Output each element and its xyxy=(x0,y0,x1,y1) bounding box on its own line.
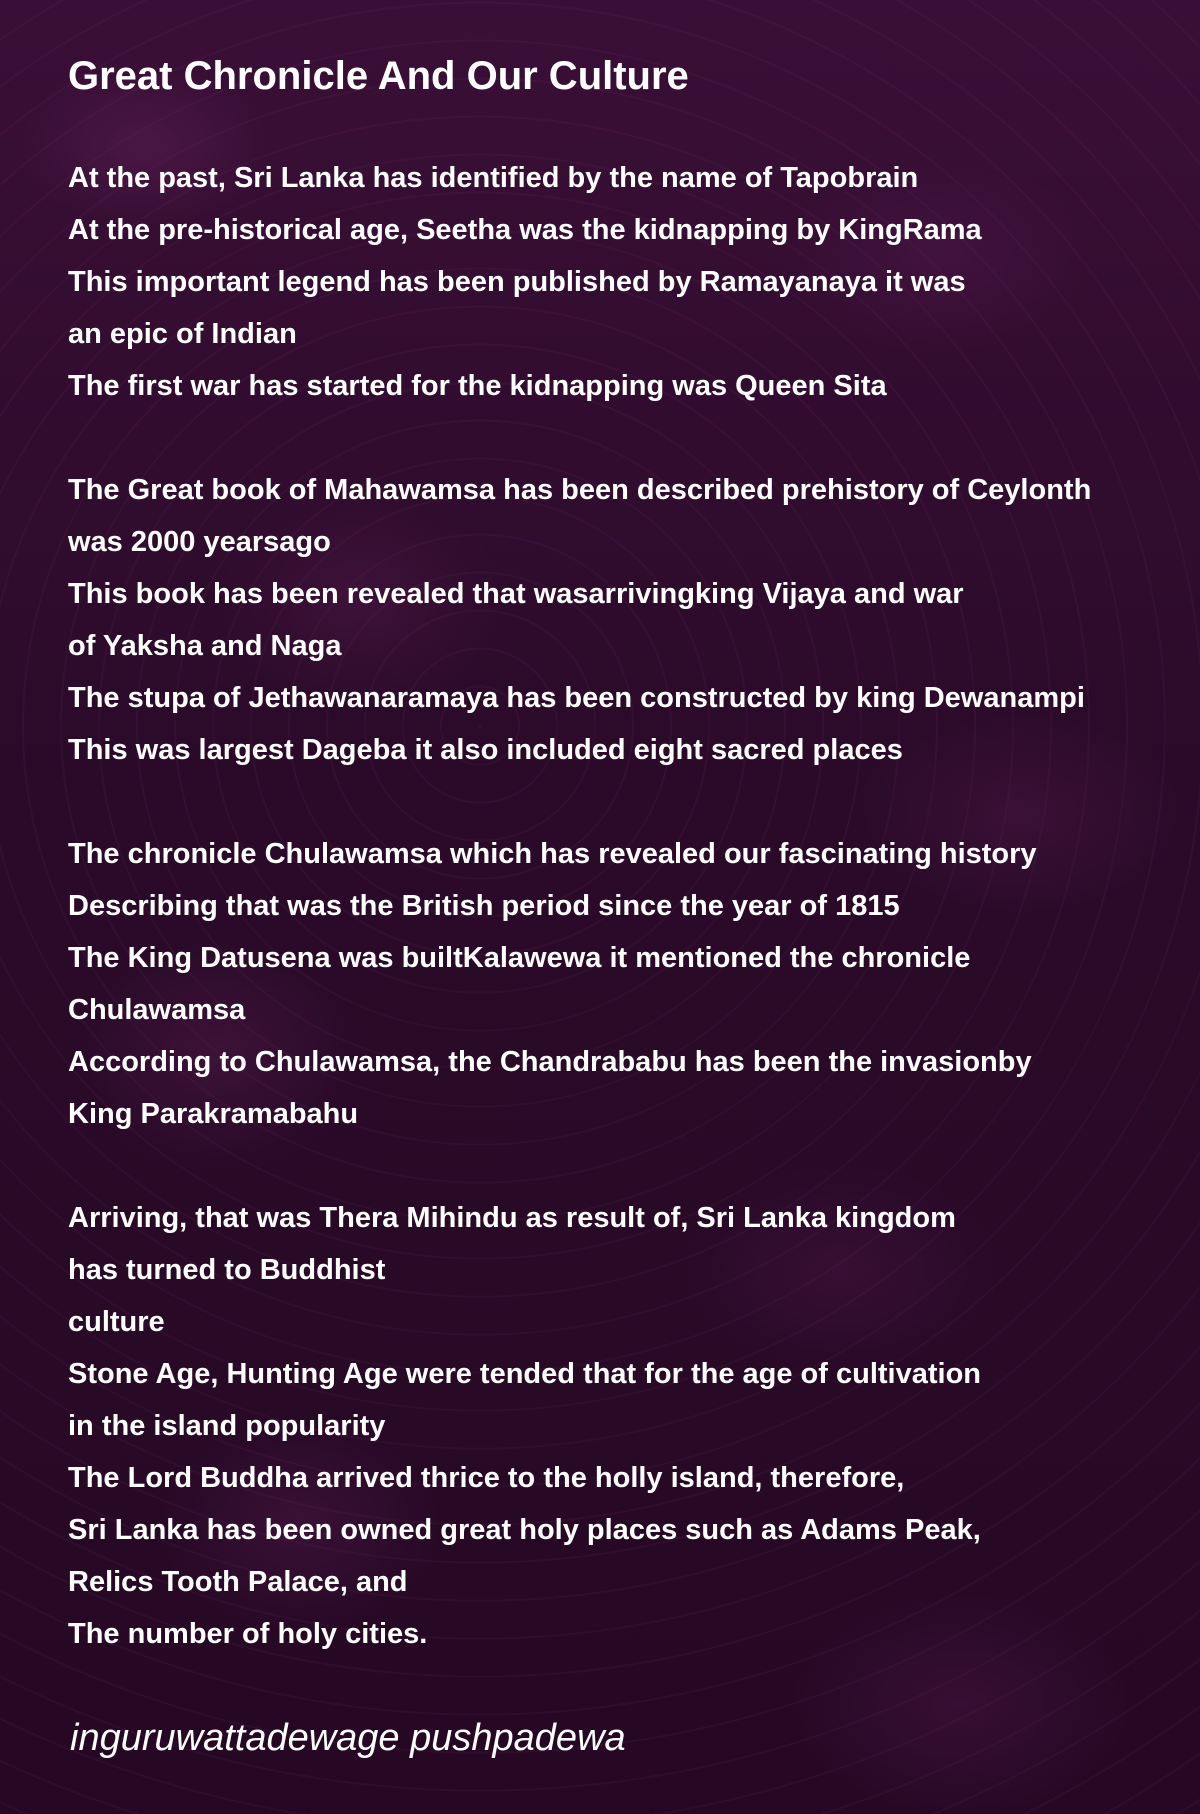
poem-line: This was largest Dageba it also included eight sacred places xyxy=(68,734,903,766)
poem-line: Arriving, that was Thera Mihindu as result of, Sri Lanka kingdom xyxy=(68,1202,956,1234)
poem-line: was 2000 yearsago xyxy=(68,526,331,558)
poem-line: The King Datusena was builtKalawewa it mentioned the chronicle xyxy=(68,942,971,974)
poem-line: At the pre-historical age, Seetha was the kidnapping by KingRama xyxy=(68,214,982,246)
poem-line: According to Chulawamsa, the Chandrababu has been the invasionby xyxy=(68,1046,1032,1078)
poem-line: in the island popularity xyxy=(68,1410,386,1442)
poem-line: has turned to Buddhist xyxy=(68,1254,386,1286)
poem-line: This important legend has been published by Ramayanaya it was xyxy=(68,266,966,298)
stanza-break xyxy=(68,1140,1091,1192)
poem-title: Great Chronicle And Our Culture xyxy=(68,54,689,98)
poem-line: Sri Lanka has been owned great holy places such as Adams Peak, xyxy=(68,1514,981,1546)
poem-line: Relics Tooth Palace, and xyxy=(68,1566,408,1598)
poem-line: of Yaksha and Naga xyxy=(68,630,342,662)
poem-line: The Great book of Mahawamsa has been described prehistory of Ceylonth xyxy=(68,474,1092,506)
poem-line: King Parakramabahu xyxy=(68,1098,359,1130)
poem-line: The stupa of Jethawanaramaya has been constructed by king Dewanampi xyxy=(68,682,1085,714)
poem-line: Chulawamsa xyxy=(68,994,246,1026)
poem-line: This book has been revealed that wasarrivingking Vijaya and war xyxy=(68,578,964,610)
stanza-break xyxy=(68,412,1091,464)
poem-line: At the past, Sri Lanka has identified by the name of Tapobrain xyxy=(68,162,919,194)
poem-author: inguruwattadewage pushpadewa xyxy=(70,1717,626,1759)
poem-line: culture xyxy=(68,1306,165,1338)
poem-line: Stone Age, Hunting Age were tended that for the age of cultivation xyxy=(68,1358,982,1390)
poem-line: The number of holy cities. xyxy=(68,1618,428,1650)
poem-line: an epic of Indian xyxy=(68,318,297,350)
stanza-break xyxy=(68,776,1091,828)
poem-line: The Lord Buddha arrived thrice to the holly island, therefore, xyxy=(68,1462,905,1494)
poem-line: Describing that was the British period since the year of 1815 xyxy=(68,890,900,922)
poem-line: The chronicle Chulawamsa which has revealed our fascinating history xyxy=(68,838,1037,870)
poem-line: The first war has started for the kidnapping was Queen Sita xyxy=(68,370,887,402)
poem-body xyxy=(68,152,1091,1660)
